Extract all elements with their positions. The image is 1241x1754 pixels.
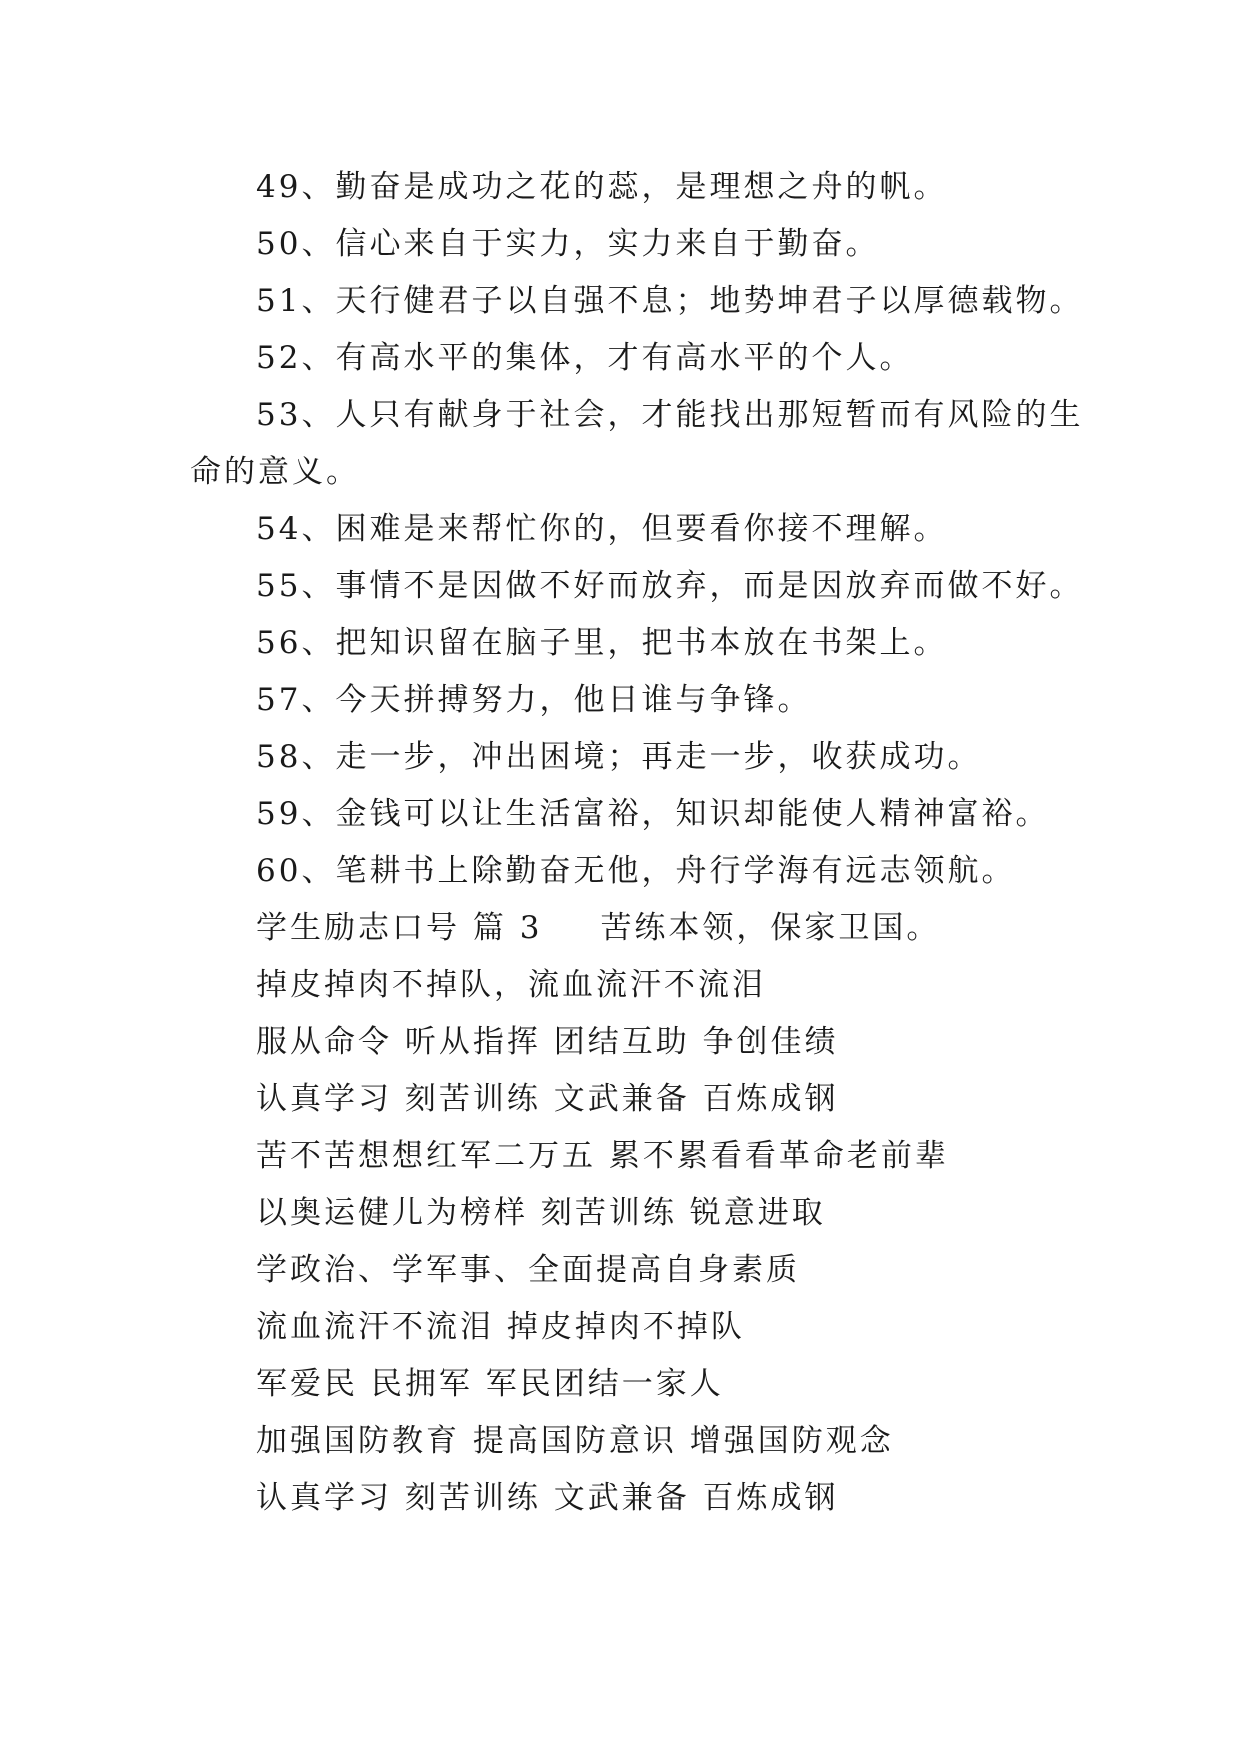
quote-line-50: 50、信心来自于实力，实力来自于勤奋。	[256, 226, 880, 262]
quote-line-55: 55、事情不是因做不好而放弃，而是因放弃而做不好。	[256, 568, 1084, 604]
quote-line-51: 51、天行健君子以自强不息；地势坤君子以厚德载物。	[256, 283, 1084, 319]
section-heading: 学生励志口号 篇 3	[256, 910, 543, 946]
quote-line-58: 58、走一步，冲出困境；再走一步，收获成功。	[256, 739, 982, 775]
quote-line-53-continued: 命的意义。	[190, 454, 360, 490]
section-first-slogan: 苦练本领，保家卫国。	[600, 910, 941, 946]
slogan-line: 掉皮掉肉不掉队，流血流汗不流泪	[256, 967, 766, 1003]
section-heading-row	[256, 908, 940, 948]
slogan-line: 加强国防教育 提高国防意识 增强国防观念	[256, 1423, 894, 1459]
slogan-line: 服从命令 听从指挥 团结互助 争创佳绩	[256, 1024, 839, 1060]
slogan-line: 苦不苦想想红军二万五 累不累看看革命老前辈	[256, 1138, 949, 1174]
slogan-line: 认真学习 刻苦训练 文武兼备 百炼成钢	[256, 1480, 839, 1516]
quote-line-57: 57、今天拼搏努力，他日谁与争锋。	[256, 682, 812, 718]
slogan-line: 认真学习 刻苦训练 文武兼备 百炼成钢	[256, 1081, 839, 1117]
quote-line-56: 56、把知识留在脑子里，把书本放在书架上。	[256, 625, 948, 661]
quote-line-60: 60、笔耕书上除勤奋无他，舟行学海有远志领航。	[256, 853, 1016, 889]
slogan-line: 流血流汗不流泪 掉皮掉肉不掉队	[256, 1309, 745, 1345]
quote-line-54: 54、困难是来帮忙你的，但要看你接不理解。	[256, 511, 948, 547]
quote-line-52: 52、有高水平的集体，才有高水平的个人。	[256, 340, 914, 376]
quote-line-59: 59、金钱可以让生活富裕，知识却能使人精神富裕。	[256, 796, 1050, 832]
slogan-line: 以奥运健儿为榜样 刻苦训练 锐意进取	[256, 1195, 826, 1231]
slogan-line: 学政治、学军事、全面提高自身素质	[256, 1252, 800, 1288]
slogan-line: 军爱民 民拥军 军民团结一家人	[256, 1366, 724, 1402]
quote-line-49: 49、勤奋是成功之花的蕊，是理想之舟的帆。	[256, 169, 948, 205]
quote-line-53: 53、人只有献身于社会，才能找出那短暂而有风险的生	[256, 397, 1084, 433]
